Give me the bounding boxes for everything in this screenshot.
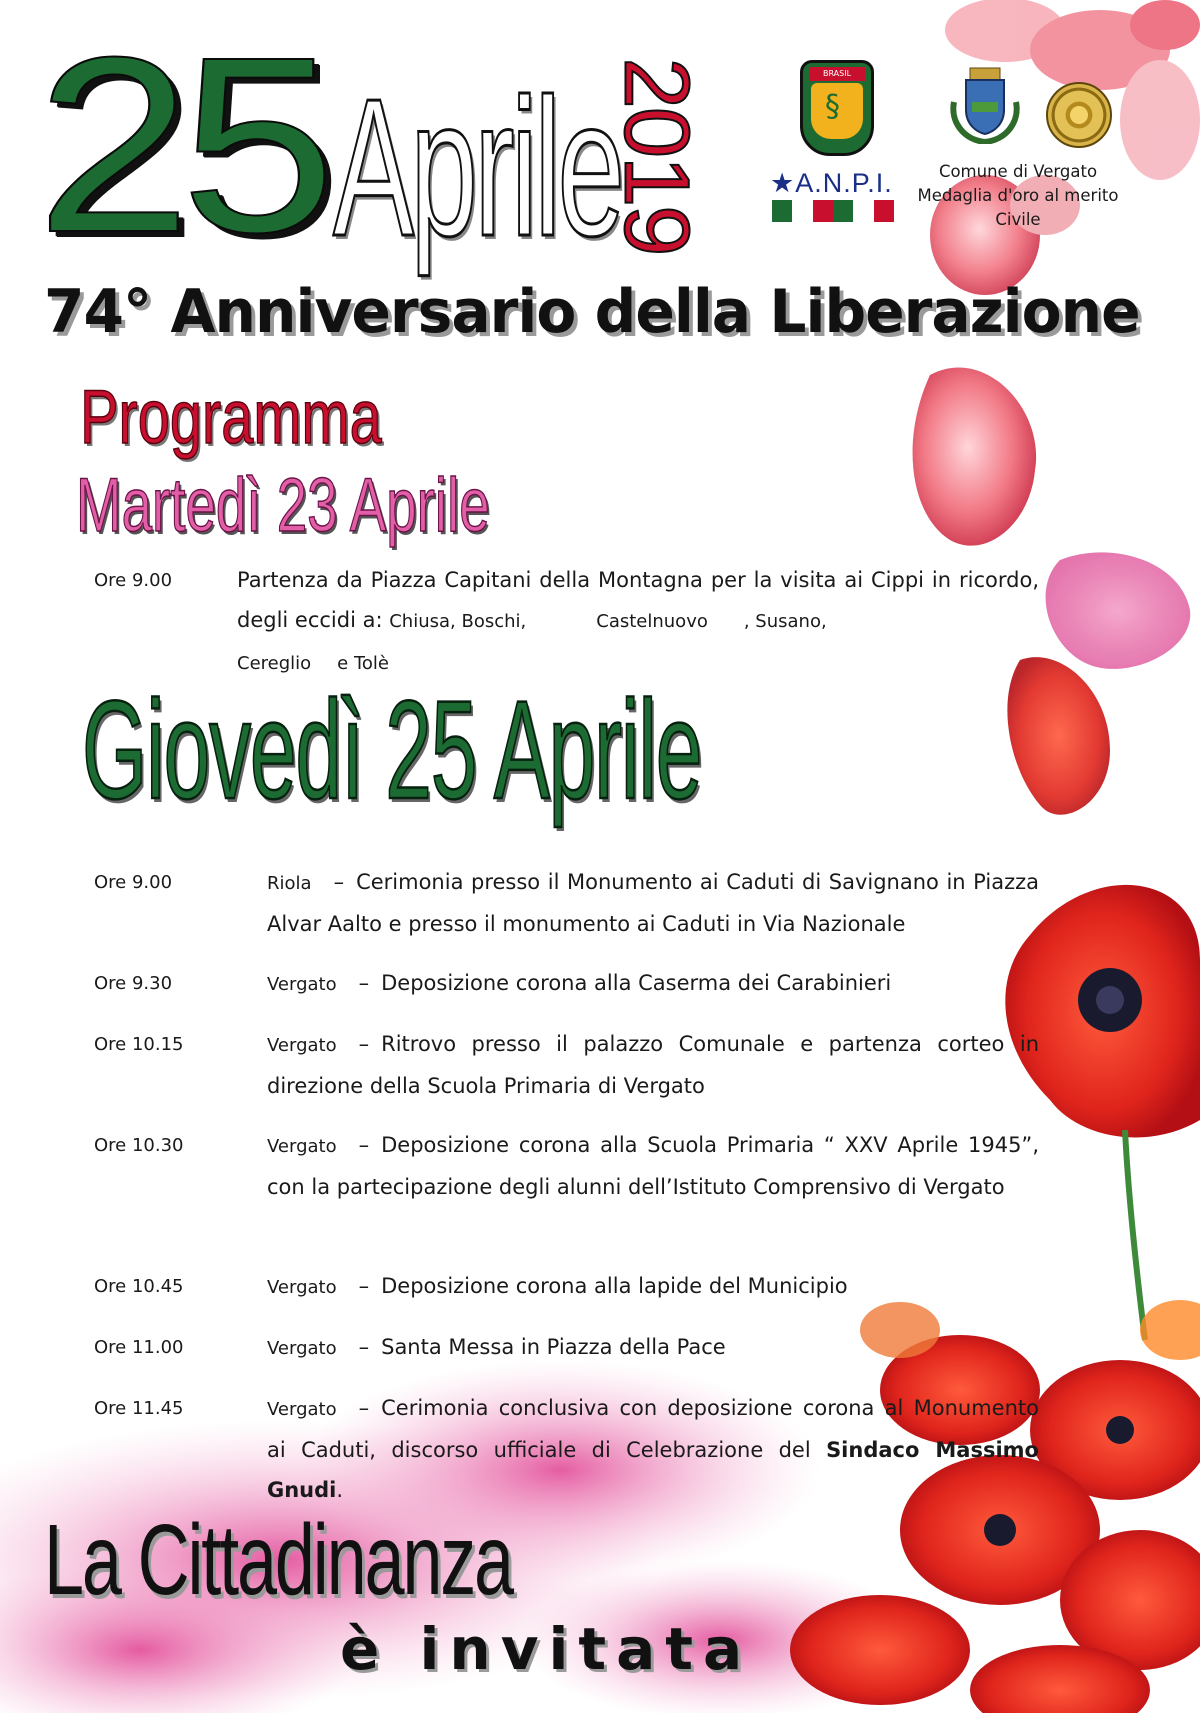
- event-description: Vergato – Cerimonia conclusiva con deposizione corona al Monumento ai Caduti, discorso ufficiale di Celebrazione del Sindaco Massimo Gnudi.: [267, 1396, 1039, 1502]
- day1-title: Martedì 23 Aprile: [76, 463, 490, 548]
- feb-logo: [800, 60, 874, 156]
- mayor-name: Sindaco Massimo Gnudi: [267, 1438, 1039, 1502]
- event-time: Ore 10.30: [94, 1135, 184, 1156]
- event-time: Ore 9.00: [94, 872, 173, 893]
- event-description: Vergato – Deposizione corona alla Scuola Primaria “ XXV Aprile 1945”, con la partecipazione degli alunni dell’Istituto Comprensivo di Vergato: [267, 1133, 1039, 1199]
- event-description: Riola – Cerimonia presso il Monumento ai Caduti di Savignano in Piazza Alvar Aalto e presso il monumento ai Caduti in Via Nazionale: [267, 870, 1039, 936]
- day2-title: Giovedì 25 Aprile: [82, 671, 702, 828]
- event-places: Chiusa, Boschi,: [389, 611, 527, 632]
- event-place: Riola: [267, 873, 312, 894]
- comune-line1: Comune di Vergato: [938, 162, 1098, 181]
- invitation-line2: è invitata: [340, 1615, 753, 1683]
- event-description: [237, 560, 1039, 684]
- year-label: 2019: [605, 57, 708, 255]
- invitation-line1: La Cittadinanza: [44, 1504, 512, 1616]
- event-time: Ore 9.00: [94, 570, 173, 591]
- event-place: Vergato: [267, 1399, 337, 1420]
- year-block: [605, 40, 708, 255]
- event-place: Cereglio: [237, 653, 312, 674]
- event-place: , Susano,: [743, 611, 827, 632]
- comune-caption: [908, 160, 1128, 232]
- anpi-logo-label: ★A.N.P.I.: [770, 168, 893, 198]
- event-place: Vergato: [267, 1035, 337, 1056]
- event-place: Vergato: [267, 974, 337, 995]
- event-text: Cerimonia presso il Monumento ai Caduti di Savignano in Piazza Alvar Aalto e presso il monumento ai Caduti in Via Nazionale: [267, 870, 1039, 936]
- day-number: 25: [36, 5, 326, 284]
- event-text: Deposizione corona alla Scuola Primaria “ XXV Aprile 1945”, con la partecipazione degli alunni dell’Istituto Comprensivo di Vergato: [267, 1133, 1039, 1199]
- anniversary-title: 74° Anniversario della Liberazione: [44, 277, 1140, 347]
- comune-line2: Medaglia d'oro al merito: [917, 186, 1119, 205]
- event-description: Vergato – Deposizione corona alla Caserma dei Carabinieri: [267, 971, 892, 995]
- month-title: Aprile: [333, 58, 622, 277]
- event-time: Ore 11.00: [94, 1337, 184, 1358]
- event-place: Vergato: [267, 1277, 337, 1298]
- event-description: Vergato – Deposizione corona alla lapide del Municipio: [267, 1274, 848, 1298]
- event-text-end: .: [336, 1478, 344, 1502]
- event-text: Ritrovo presso il palazzo Comunale e partenza corteo in direzione della Scuola Primaria di Vergato: [267, 1032, 1039, 1098]
- event-time: Ore 10.15: [94, 1034, 184, 1055]
- comune-line3: Civile: [995, 210, 1041, 229]
- programma-heading: Programma: [80, 375, 382, 460]
- republic-seal-icon: [1046, 82, 1112, 148]
- anpi-logo: [770, 168, 896, 226]
- event-place: Vergato: [267, 1136, 337, 1157]
- event-time: Ore 9.30: [94, 973, 173, 994]
- event-text: Partenza da Piazza Capitani della Montagna per la visita ai Cippi in ricordo, degli eccidi a:: [237, 568, 1039, 632]
- event-place: Castelnuovo: [596, 611, 708, 632]
- event-text: Santa Messa in Piazza della Pace: [381, 1335, 726, 1359]
- snake-icon: §: [825, 89, 840, 124]
- top-petals: [930, 0, 1200, 295]
- feb-logo-label: BRASIL: [809, 67, 865, 81]
- coat-of-arms-icon: [946, 62, 1024, 144]
- event-text: Deposizione corona alla Caserma dei Carabinieri: [381, 971, 892, 995]
- event-description: Vergato – Ritrovo presso il palazzo Comunale e partenza corteo in direzione della Scuola Primaria di Vergato: [267, 1032, 1039, 1098]
- event-description: Vergato – Santa Messa in Piazza della Pace: [267, 1335, 726, 1359]
- event-text: Deposizione corona alla lapide del Municipio: [381, 1274, 848, 1298]
- event-place: e Tolè: [337, 653, 389, 674]
- event-time: Ore 11.45: [94, 1398, 184, 1419]
- event-time: Ore 10.45: [94, 1276, 184, 1297]
- event-place: Vergato: [267, 1338, 337, 1359]
- event-text: Cerimonia conclusiva con deposizione corona al Monumento ai Caduti, discorso ufficiale di Celebrazione del: [267, 1396, 1039, 1462]
- tricolor-flag-icon: [772, 200, 894, 222]
